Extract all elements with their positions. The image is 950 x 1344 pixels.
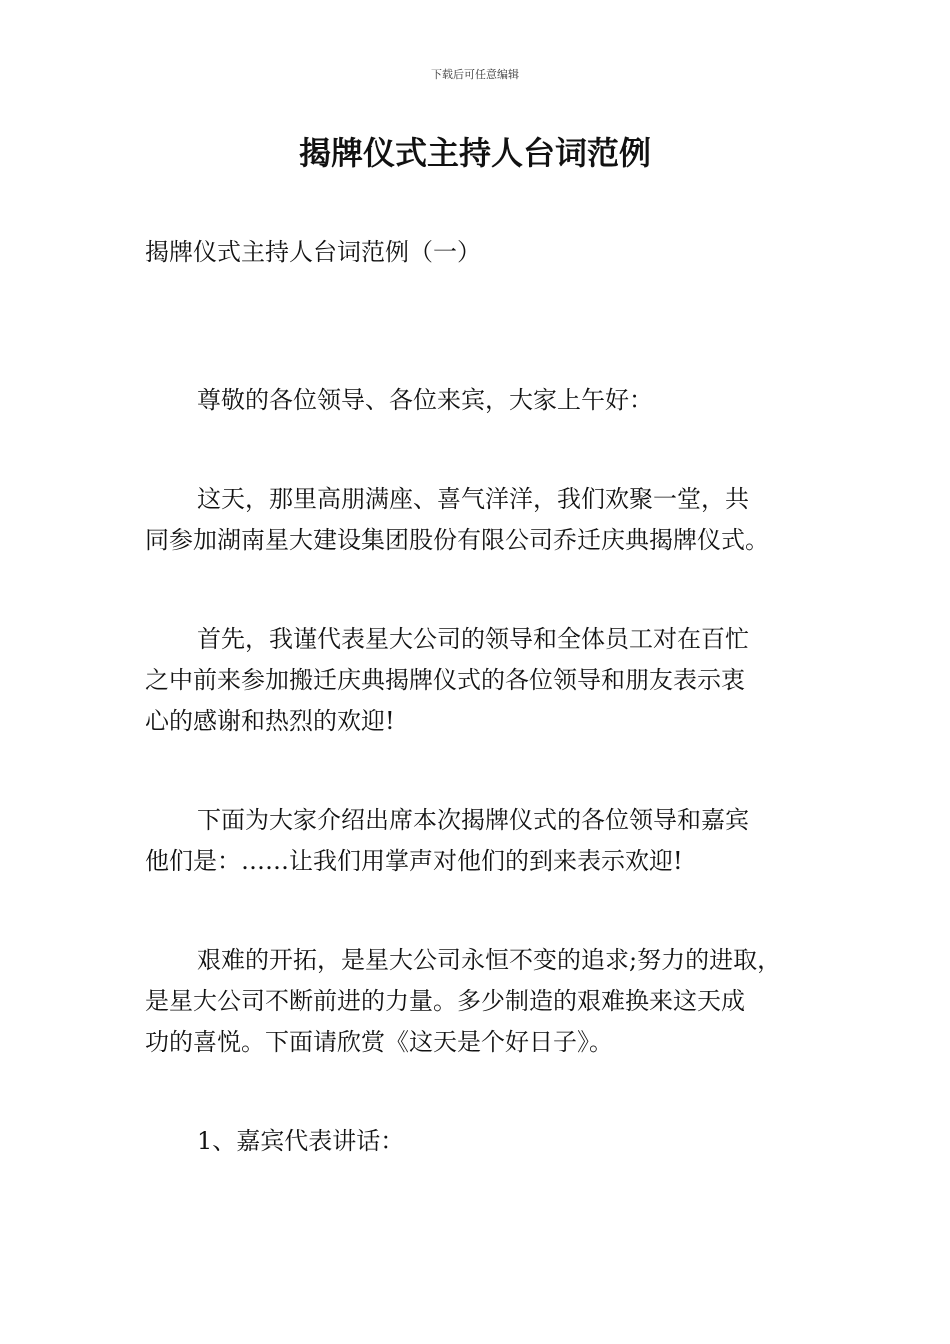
paragraph-guest-speech <box>145 1121 835 1162</box>
paragraph-line: 功的喜悦。下面请欣赏《这天是个好日子》。 <box>145 1028 613 1056</box>
section-subtitle: 揭牌仪式主持人台词范例（一） <box>145 238 481 266</box>
paragraph-introductions <box>145 800 835 882</box>
paragraph-pursuit <box>145 940 835 1063</box>
paragraph-line: 1、嘉宾代表讲话： <box>197 1127 405 1155</box>
document-title: 揭牌仪式主持人台词范例 <box>298 134 651 172</box>
paragraph-line: 这天，那里高朋满座、喜气洋洋，我们欢聚一堂，共 <box>197 485 749 513</box>
paragraph-thanks <box>145 619 835 742</box>
paragraph-line: 他们是：……让我们用掌声对他们的到来表示欢迎! <box>145 847 683 875</box>
paragraph-line: 是星大公司不断前进的力量。多少制造的艰难换来这天成 <box>145 987 745 1015</box>
paragraph-line: 首先，我谨代表星大公司的领导和全体员工对在百忙 <box>197 625 749 653</box>
paragraph-line: 艰难的开拓，是星大公司永恒不变的追求;努力的进取， <box>197 946 782 974</box>
header-note: 下载后可任意编辑 <box>431 68 519 81</box>
paragraph-line: 之中前来参加搬迁庆典揭牌仪式的各位领导和朋友表示衷 <box>145 666 745 694</box>
paragraph-opening <box>145 479 835 561</box>
paragraph-line: 尊敬的各位领导、各位来宾，大家上午好： <box>197 386 653 414</box>
paragraph-greeting <box>145 380 835 421</box>
paragraph-line: 下面为大家介绍出席本次揭牌仪式的各位领导和嘉宾 <box>197 806 749 834</box>
paragraph-line: 同参加湖南星大建设集团股份有限公司乔迁庆典揭牌仪式。 <box>145 526 769 554</box>
paragraph-line: 心的感谢和热烈的欢迎! <box>145 707 395 735</box>
document-body <box>145 380 835 1220</box>
